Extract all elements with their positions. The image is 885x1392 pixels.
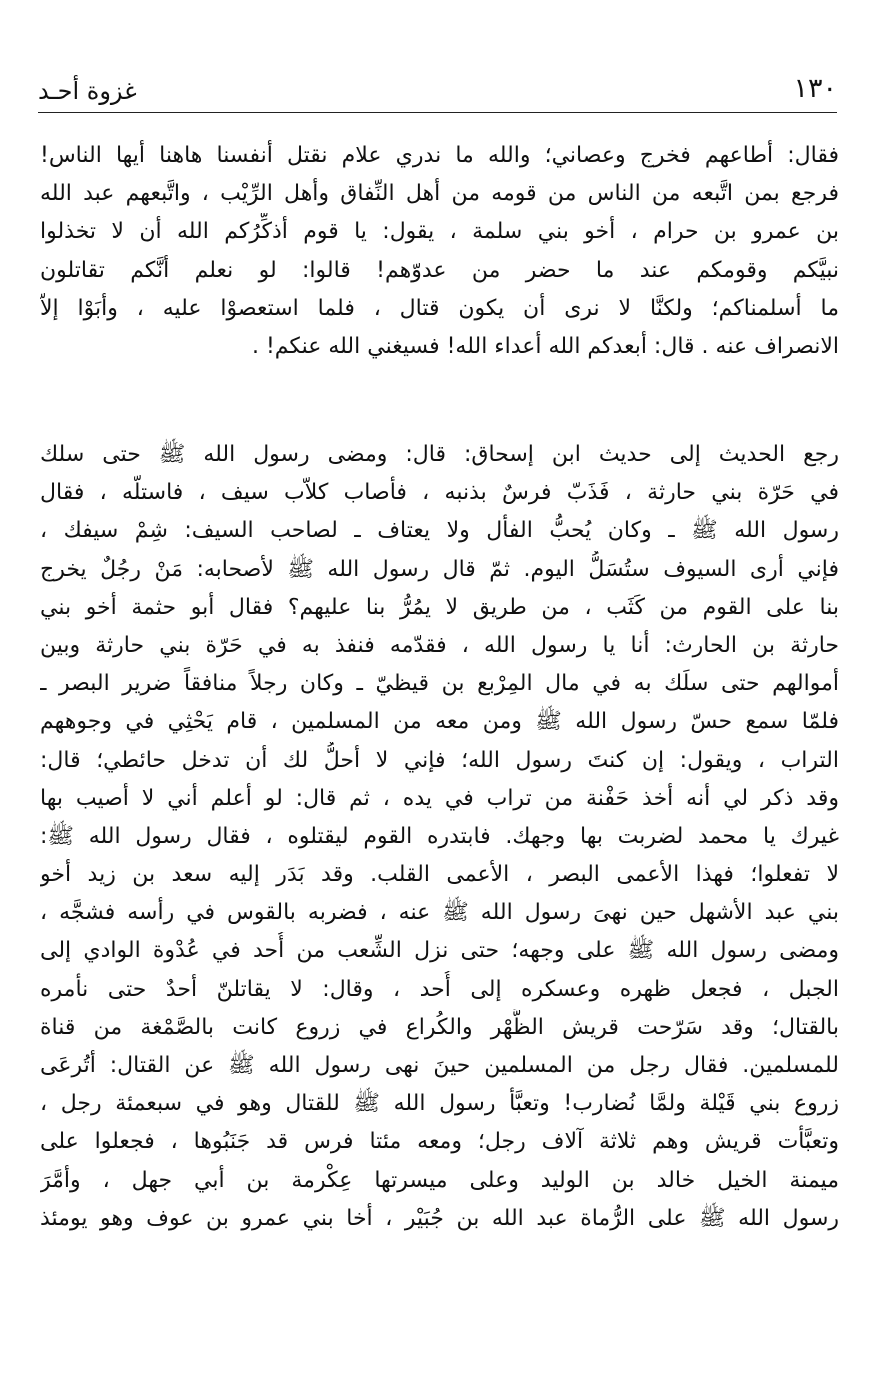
text-line: الانصراف عنه . قال: أبعدكم الله أعداء الله! فسيغني الله عنكم! . [251, 333, 839, 359]
text-line: الجبل ، فجعل ظهره وعسكره إلى أُحد ، وقال: لا يقاتلنّ أحدٌ حتى نأمره [40, 976, 839, 1002]
text-line: زروع بني قَيْلة ولمَّا نُضارب! وتعبَّأ رسول الله ﷺ للقتال وهو في سبعمئة رجل ، [40, 1091, 839, 1117]
text-line: في حَرّة بني حارثة ، فَذَبّ فرسٌ بذنبه ، فأصاب كلاّب سيف ، فاستلّه ، فقال [40, 480, 839, 506]
text-line: حارثة بن الحارث: أنا يا رسول الله ، فقدّمه فنفذ به في حَرّة بني حارثة وبين [40, 632, 839, 658]
text-line: فرجع بمن اتَّبعه من الناس من قومه من أهل النِّفاق وأهل الرِّيْب ، واتَّبعهم عبد الله [40, 181, 839, 207]
text-line: رسول الله ﷺ على الرُّماة عبد الله بن جُبَيْر ، أخا بني عمرو بن عوف وهو يومئذ [40, 1205, 839, 1231]
text-line: وقد ذكر لي أنه أخذ حَفْنة من تراب في يده ، ثم قال: لو أعلم أني لا أصيب بها [40, 785, 839, 811]
running-header [38, 72, 837, 113]
text-line: ميمنة الخيل خالد بن الوليد وعلى ميسرتها عِكْرمة بن أبي جهل ، وأمَّرَ [40, 1167, 839, 1193]
text-line: لا تفعلوا؛ فهذا الأعمى البصر ، الأعمى القلب. وقد بَدَر إليه سعد بن زيد أخو [40, 862, 839, 888]
text-line: ما أسلمناكم؛ ولكنَّا لا نرى أن يكون قتال ، فلما استعصوْا عليه ، وأبَوْا إلاّ [40, 295, 839, 321]
text-line: بني عبد الأشهل حين نهىَ رسول الله ﷺ عنه ، فضربه بالقوس في رأسه فشجَّه ، [40, 900, 839, 926]
paragraph-1 [40, 137, 839, 366]
text-line: فلمّا سمع حسّ رسول الله ﷺ ومن معه من المسلمين ، قام يَحْثِي في وجوههم [40, 709, 839, 735]
text-line: فإني أرى السيوف ستُسَلُّ اليوم. ثمّ قال رسول الله ﷺ لأصحابه: مَنْ رجُلٌ يخرج [40, 556, 839, 582]
text-line: فقال: أطاعهم فخرج وعصاني؛ والله ما ندري علام نقتل أنفسنا هاهنا أيها الناس! [40, 143, 839, 168]
text-line: بالقتال؛ وقد سَرّحت قريش الظَّهْر والكُراع في زروع كانت بالصَّمْغة من قناة [40, 1014, 839, 1040]
text-line: نبيَّكم وقومكم عند ما حضر من عدوّهم! قالوا: لو نعلم أنَّكم تقاتلون [40, 257, 839, 283]
text-line: رجع الحديث إلى حديث ابن إسحاق: قال: ومضى رسول الله ﷺ حتى سلك [40, 442, 839, 467]
text-line: رسول الله ﷺ ـ وكان يُحبُّ الفأل ولا يعتاف ـ لصاحب السيف: شِمْ سيفك ، [40, 518, 839, 544]
chapter-title: غزوة أحـد [38, 77, 137, 105]
text-line: للمسلمين. فقال رجل من المسلمين حينَ نهى رسول الله ﷺ عن القتال: أتُرعَى [40, 1053, 839, 1078]
text-line: بنا على القوم من كَثَب ، من طريق لا يمُرُّ بنا عليهم؟ فقال أبو حثمة أخو بني [40, 594, 839, 620]
text-line: وتعبَّأت قريش وهم ثلاثة آلاف رجل؛ ومعه مئتا فرس قد جَنَبُوها ، فجعلوا على [40, 1129, 839, 1155]
text-line: أموالهم حتى سلَك به في مال المِرْبع بن قيظيّ ـ وكان رجلاً منافقاً ضرير البصر ـ [40, 671, 839, 697]
text-line: التراب ، ويقول: إن كنتَ رسول الله؛ فإني لا أحلُّ لك أن تدخل حائطي؛ قال: [40, 747, 839, 773]
text-line: غيرك يا محمد لضربت بها وجهك. فابتدره القوم ليقتلوه ، فقال رسول الله ﷺ: [40, 823, 839, 849]
text-line: ومضى رسول الله ﷺ على وجهه؛ حتى نزل الشِّعب من أُحد في عُدْوة الوادي إلى [40, 938, 839, 964]
page-number: ١٣٠ [793, 73, 837, 104]
text-line: بن عمرو بن حرام ، أخو بني سلمة ، يقول: يا قوم أذكِّرُكم الله أن لا تخذلوا [40, 219, 839, 245]
paragraph-2 [40, 436, 839, 1238]
